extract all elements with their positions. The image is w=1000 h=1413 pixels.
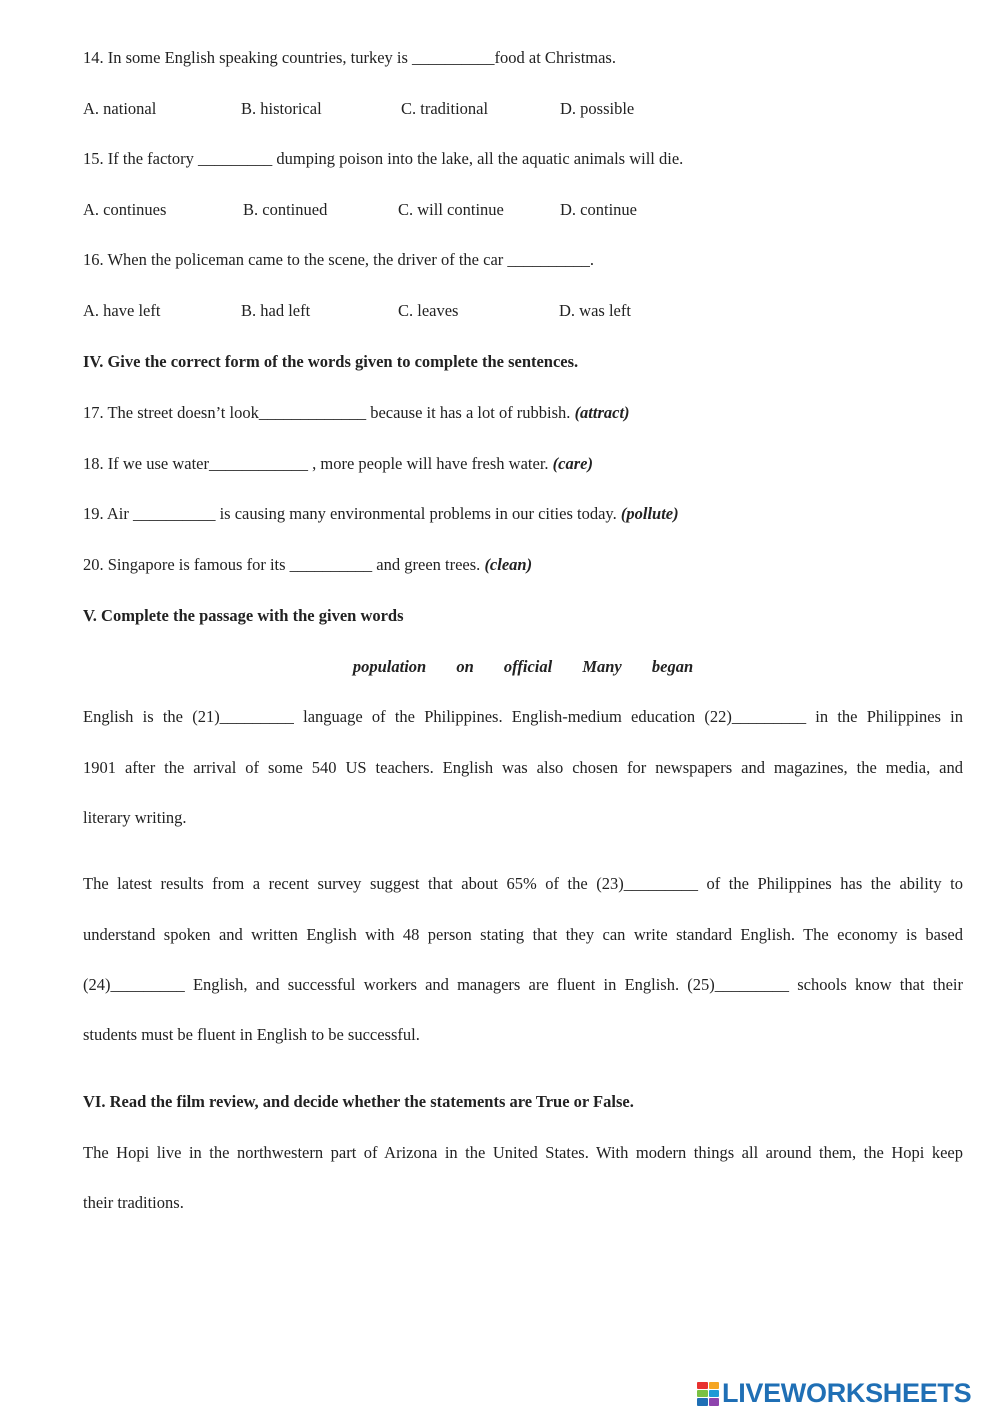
- q14-option-d[interactable]: D. possible: [560, 99, 635, 118]
- film-review-line-2: their traditions.: [83, 1193, 184, 1212]
- word-bank-item: official: [503, 657, 553, 676]
- q15-option-d[interactable]: D. continue: [560, 200, 637, 219]
- q16-option-a[interactable]: A. have left: [83, 301, 161, 320]
- passage-2-line-1: The latest results from a recent survey suggest that about 65% of the (23)_________ of the Philippines has the ability to: [83, 874, 963, 893]
- q14-option-c[interactable]: C. traditional: [401, 99, 489, 118]
- q16-option-b[interactable]: B. had left: [241, 301, 311, 320]
- passage-2-line-4: students must be fluent in English to be successful.: [83, 1025, 420, 1044]
- question-14: 14. In some English speaking countries, turkey is __________food at Christmas.: [83, 48, 616, 67]
- word-bank-item: on: [456, 657, 474, 676]
- word-bank: [0, 657, 1000, 677]
- question-17-text: 17. The street doesn’t look_____________ because it has a lot of rubbish.: [83, 403, 575, 422]
- q15-option-a[interactable]: A. continues: [83, 200, 167, 219]
- q16-option-c[interactable]: C. leaves: [398, 301, 459, 320]
- liveworksheets-logo[interactable]: [697, 1378, 971, 1409]
- q14-option-b[interactable]: B. historical: [241, 99, 322, 118]
- section-4-heading: IV. Give the correct form of the words given to complete the sentences.: [83, 352, 579, 371]
- question-16: 16. When the policeman came to the scene, the driver of the car __________.: [83, 250, 595, 269]
- question-20-text: 20. Singapore is famous for its __________ and green trees.: [83, 555, 485, 574]
- question-18: [83, 454, 593, 474]
- section-5-heading: V. Complete the passage with the given words: [83, 606, 404, 625]
- question-17-hint: (attract): [574, 403, 630, 422]
- word-bank-item: Many: [582, 657, 622, 676]
- question-19-text: 19. Air __________ is causing many environmental problems in our cities today.: [83, 504, 621, 523]
- q15-option-b[interactable]: B. continued: [243, 200, 328, 219]
- liveworksheets-logo-text: LIVEWORKSHEETS: [722, 1378, 972, 1408]
- passage-1-line-2: 1901 after the arrival of some 540 US teachers. English was also chosen for newspapers and magazines, the media, and: [83, 758, 963, 777]
- word-bank-item: population: [352, 657, 427, 676]
- q16-option-d[interactable]: D. was left: [559, 301, 631, 320]
- passage-2-line-3: (24)_________ English, and successful workers and managers are fluent in English. (25)_________ schools know that their: [83, 975, 963, 994]
- question-18-text: 18. If we use water____________ , more people will have fresh water.: [83, 454, 553, 473]
- film-review-line-1: The Hopi live in the northwestern part of Arizona in the United States. With modern things all around them, the Hopi keep: [83, 1143, 963, 1162]
- question-18-hint: (care): [552, 454, 593, 473]
- question-19-hint: (pollute): [620, 504, 679, 523]
- q15-option-c[interactable]: C. will continue: [398, 200, 504, 219]
- word-bank-item: began: [651, 657, 694, 676]
- passage-2-line-2: understand spoken and written English with 48 person stating that they can write standard English. The economy is based: [83, 925, 963, 944]
- question-19: [83, 504, 679, 524]
- question-15: 15. If the factory _________ dumping poison into the lake, all the aquatic animals will die.: [83, 149, 684, 168]
- question-20: [83, 555, 532, 575]
- passage-1-line-3: literary writing.: [83, 808, 187, 827]
- passage-1-line-1: English is the (21)_________ language of the Philippines. English-medium education (22)_________ in the Philippines in: [83, 707, 963, 726]
- q14-option-a[interactable]: A. national: [83, 99, 157, 118]
- question-20-hint: (clean): [484, 555, 533, 574]
- question-17: [83, 403, 630, 423]
- liveworksheets-logo-icon: [697, 1382, 719, 1406]
- section-6-heading: VI. Read the film review, and decide whether the statements are True or False.: [83, 1092, 634, 1111]
